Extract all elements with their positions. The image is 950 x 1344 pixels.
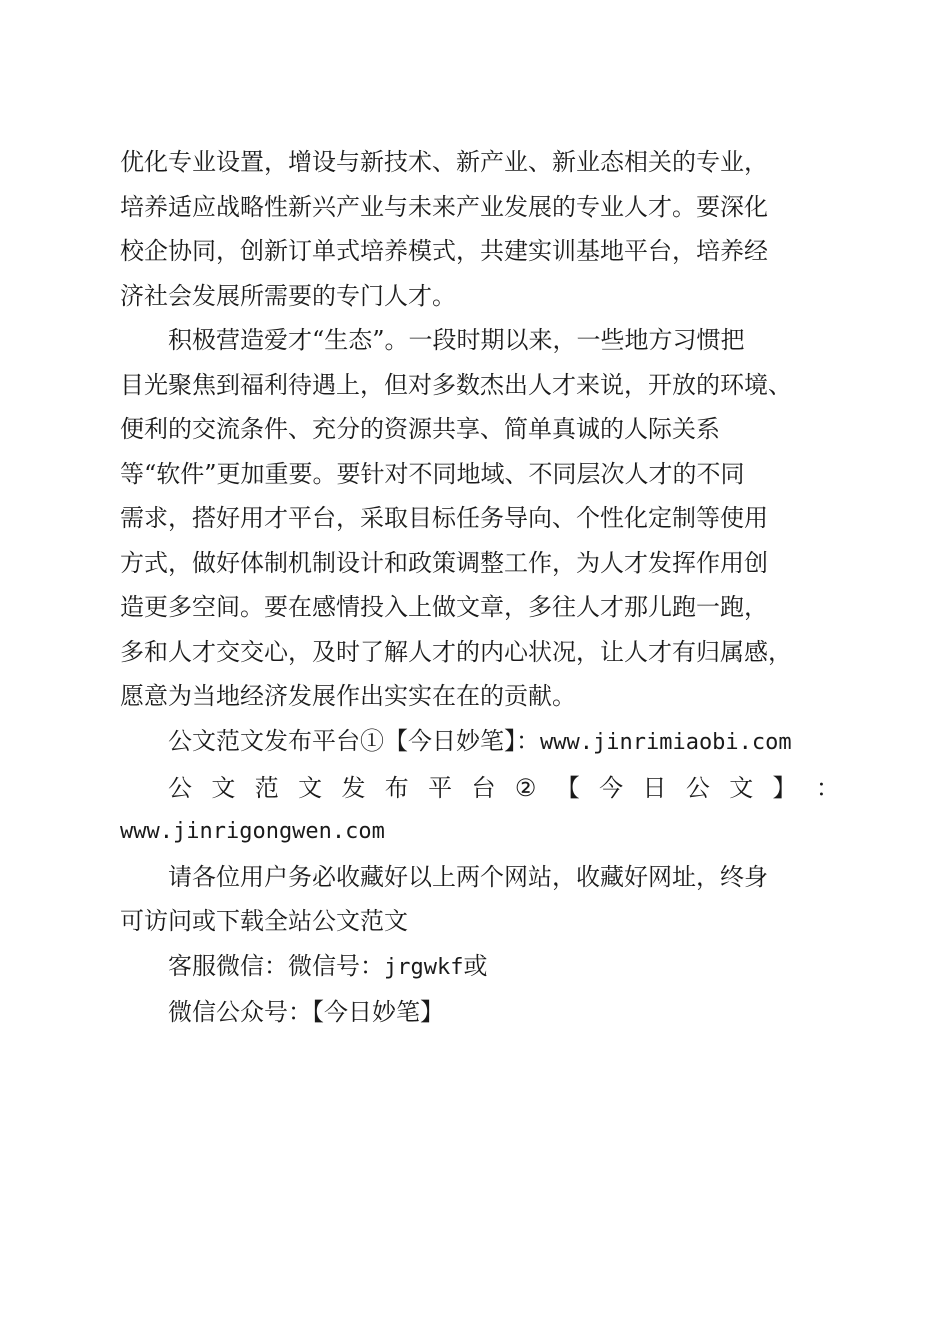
- official-account-line: 微信公众号：【今日妙笔】: [168, 998, 444, 1026]
- paragraph-line: 方式，做好体制机制设计和政策调整工作，为人才发挥作用创: [120, 548, 768, 577]
- platform-2-char: 文: [298, 773, 323, 802]
- platform-2-char: ②: [514, 773, 537, 802]
- platform-2-char: 台: [471, 773, 496, 802]
- notice-line: 可访问或下载全站公文范文: [120, 907, 408, 935]
- platform-2-char: 平: [428, 773, 453, 802]
- platform-2-char: 日: [642, 773, 667, 802]
- paragraph-line: 等“软件”更加重要。要针对不同地域、不同层次人才的不同: [120, 459, 745, 488]
- platform-2-url[interactable]: www.jinrigongwen.com: [120, 819, 385, 844]
- paragraph-line: 积极营造爱才“生态”。一段时期以来，一些地方习惯把: [168, 326, 745, 354]
- paragraph-line: 济社会发展所需要的专门人才。: [120, 281, 456, 310]
- paragraph-talent-training: [120, 140, 840, 318]
- platform-2-char: 公: [685, 773, 710, 802]
- paragraph-line: 优化专业设置，增设与新技术、新产业、新业态相关的专业，: [120, 148, 768, 176]
- paragraph-line: 校企协同，创新订单式培养模式，共建实训基地平台，培养经: [120, 237, 768, 265]
- platform-2-char: 今: [599, 773, 624, 802]
- platform-2-char: 文: [211, 773, 236, 802]
- paragraph-line: 培养适应战略性新兴产业与未来产业发展的专业人才。要深化: [120, 192, 768, 221]
- platform-2-char: ：: [815, 773, 840, 802]
- platform-2-char: 布: [384, 773, 409, 802]
- platform-2-char: 范: [254, 773, 279, 802]
- wechat-id: jrgwkf: [384, 954, 464, 980]
- paragraph-line: 多和人才交交心，及时了解人才的内心状况，让人才有归属感，: [120, 637, 792, 666]
- service-wechat-line: [120, 944, 840, 991]
- paragraph-line: 愿意为当地经济发展作出实实在在的贡献。: [120, 682, 576, 710]
- platform-1-url[interactable]: www.jinrimiaobi.com: [540, 730, 792, 755]
- paragraph-line: 需求，搭好用才平台，采取目标任务导向、个性化定制等使用: [120, 504, 768, 532]
- platform-2-char: 【: [555, 773, 580, 802]
- platform-2-line: [120, 766, 840, 811]
- platform-2-char: 公: [168, 773, 192, 802]
- wechat-label: 客服微信：微信号：: [168, 951, 384, 980]
- paragraph-line: 目光聚焦到福利待遇上，但对多数杰出人才来说，开放的环境、: [120, 370, 792, 399]
- paragraph-talent-ecology: [120, 318, 840, 719]
- paragraph-line: 便利的交流条件、充分的资源共享、简单真诚的人际关系: [120, 415, 720, 443]
- platform-2-char: 文: [729, 773, 754, 802]
- platform-1-line: [120, 719, 840, 766]
- wechat-or: 或: [463, 951, 488, 980]
- platform-1-label: 公文范文发布平台①【今日妙笔】：: [168, 727, 540, 755]
- notice-line: 请各位用户务必收藏好以上两个网站，收藏好网址，终身: [168, 862, 768, 891]
- platform-2-char: 发: [341, 773, 366, 802]
- platform-2-char: 】: [772, 773, 797, 802]
- paragraph-line: 造更多空间。要在感情投入上做文章，多往人才那儿跑一跑，: [120, 593, 768, 621]
- platform-info-block: [120, 719, 840, 1035]
